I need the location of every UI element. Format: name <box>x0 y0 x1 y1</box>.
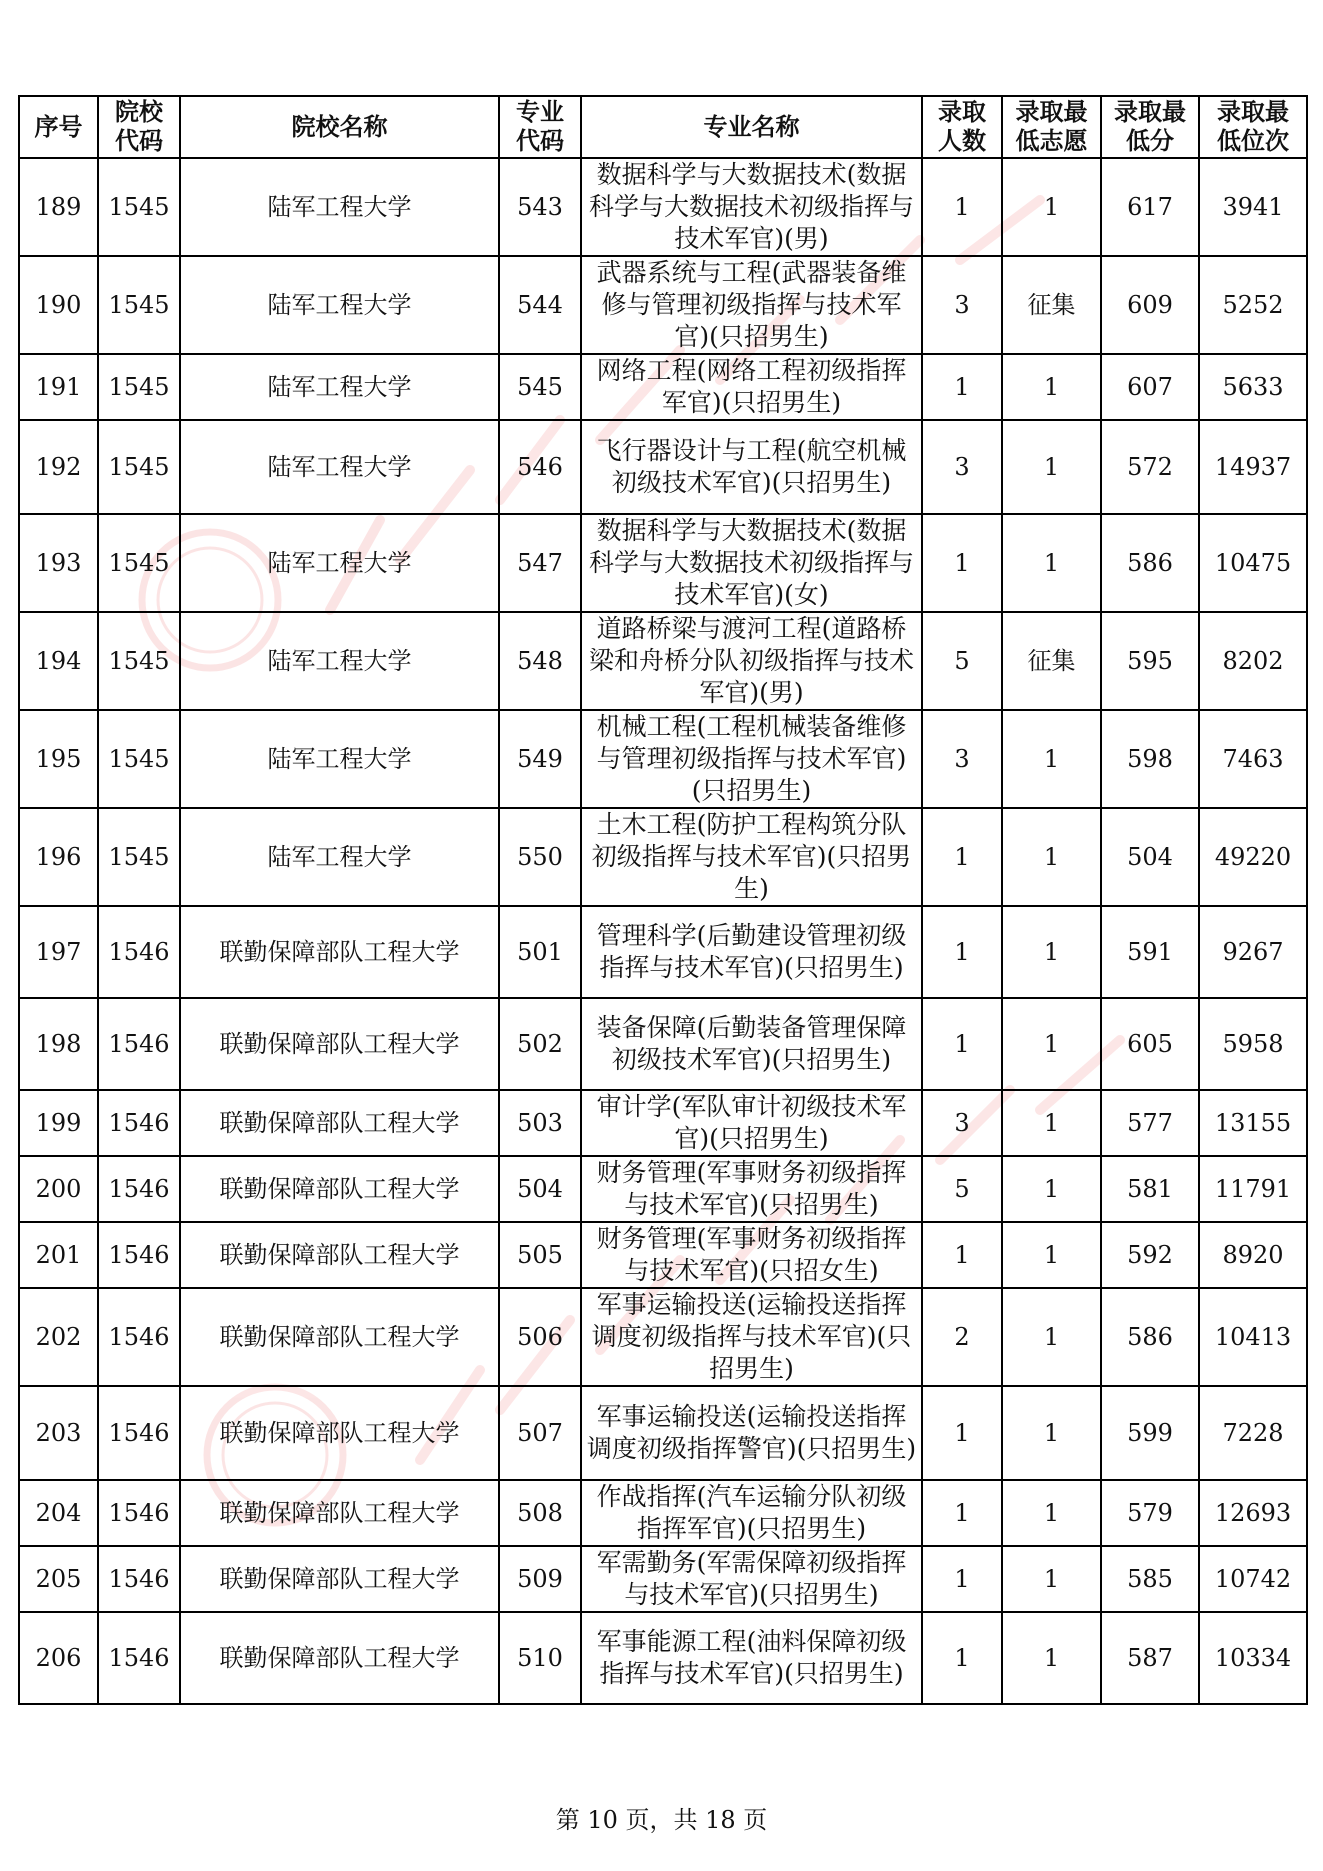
header-min-rank: 录取最低位次 <box>1199 96 1307 158</box>
cell-min-choice: 1 <box>1002 1612 1101 1704</box>
header-min-choice: 录取最低志愿 <box>1002 96 1101 158</box>
cell-min-score: 605 <box>1101 998 1199 1090</box>
cell-major-code: 545 <box>499 354 581 420</box>
table-row <box>19 808 1307 906</box>
cell-major-code: 504 <box>499 1156 581 1222</box>
table-row <box>19 998 1307 1090</box>
cell-seq: 197 <box>19 906 98 998</box>
cell-min-score: 599 <box>1101 1386 1199 1480</box>
cell-admit-count: 3 <box>922 710 1002 808</box>
cell-min-choice: 1 <box>1002 1386 1101 1480</box>
cell-seq: 200 <box>19 1156 98 1222</box>
table-row <box>19 710 1307 808</box>
cell-admit-count: 1 <box>922 354 1002 420</box>
cell-school-code: 1545 <box>98 158 180 256</box>
cell-admit-count: 3 <box>922 256 1002 354</box>
page-footer: 第 10 页，共 18 页 <box>555 1806 768 1834</box>
cell-school-name: 联勤保障部队工程大学 <box>180 1546 499 1612</box>
cell-admit-count: 1 <box>922 1222 1002 1288</box>
cell-min-score: 598 <box>1101 710 1199 808</box>
cell-school-code: 1545 <box>98 420 180 514</box>
cell-major-name: 军事能源工程(油料保障初级指挥与技术军官)(只招男生) <box>581 1612 922 1704</box>
cell-admit-count: 1 <box>922 1546 1002 1612</box>
cell-seq: 201 <box>19 1222 98 1288</box>
cell-min-score: 609 <box>1101 256 1199 354</box>
cell-min-rank: 3941 <box>1199 158 1307 256</box>
cell-school-name: 联勤保障部队工程大学 <box>180 1222 499 1288</box>
cell-min-choice: 1 <box>1002 710 1101 808</box>
cell-school-code: 1546 <box>98 1546 180 1612</box>
cell-school-code: 1546 <box>98 1156 180 1222</box>
cell-major-code: 543 <box>499 158 581 256</box>
cell-major-name: 武器系统与工程(武器装备维修与管理初级指挥与技术军官)(只招男生) <box>581 256 922 354</box>
header-seq: 序号 <box>19 96 98 158</box>
cell-major-name: 机械工程(工程机械装备维修与管理初级指挥与技术军官)(只招男生) <box>581 710 922 808</box>
cell-school-code: 1546 <box>98 1386 180 1480</box>
cell-min-rank: 11791 <box>1199 1156 1307 1222</box>
cell-major-name: 道路桥梁与渡河工程(道路桥梁和舟桥分队初级指挥与技术军官)(男) <box>581 612 922 710</box>
table-row <box>19 514 1307 612</box>
cell-admit-count: 1 <box>922 906 1002 998</box>
cell-min-score: 572 <box>1101 420 1199 514</box>
header-major-code: 专业代码 <box>499 96 581 158</box>
cell-min-choice: 1 <box>1002 808 1101 906</box>
cell-school-code: 1546 <box>98 1288 180 1386</box>
cell-major-code: 549 <box>499 710 581 808</box>
cell-school-code: 1546 <box>98 1480 180 1546</box>
table-row <box>19 1222 1307 1288</box>
cell-min-rank: 8920 <box>1199 1222 1307 1288</box>
table-row <box>19 612 1307 710</box>
table-row <box>19 1612 1307 1704</box>
cell-admit-count: 1 <box>922 1386 1002 1480</box>
header-school-code: 院校代码 <box>98 96 180 158</box>
cell-major-name: 军需勤务(军需保障初级指挥与技术军官)(只招男生) <box>581 1546 922 1612</box>
cell-school-name: 联勤保障部队工程大学 <box>180 998 499 1090</box>
cell-min-score: 591 <box>1101 906 1199 998</box>
cell-school-name: 陆军工程大学 <box>180 710 499 808</box>
cell-major-code: 546 <box>499 420 581 514</box>
cell-admit-count: 1 <box>922 808 1002 906</box>
cell-school-code: 1546 <box>98 1090 180 1156</box>
cell-min-rank: 10475 <box>1199 514 1307 612</box>
cell-min-choice: 1 <box>1002 158 1101 256</box>
cell-school-name: 联勤保障部队工程大学 <box>180 1090 499 1156</box>
table-row <box>19 906 1307 998</box>
cell-seq: 199 <box>19 1090 98 1156</box>
cell-seq: 206 <box>19 1612 98 1704</box>
cell-min-rank: 9267 <box>1199 906 1307 998</box>
cell-min-score: 617 <box>1101 158 1199 256</box>
cell-major-code: 548 <box>499 612 581 710</box>
cell-school-code: 1545 <box>98 808 180 906</box>
cell-school-code: 1546 <box>98 998 180 1090</box>
cell-min-rank: 10742 <box>1199 1546 1307 1612</box>
cell-min-choice: 征集 <box>1002 256 1101 354</box>
cell-major-name: 网络工程(网络工程初级指挥军官)(只招男生) <box>581 354 922 420</box>
cell-major-name: 财务管理(军事财务初级指挥与技术军官)(只招女生) <box>581 1222 922 1288</box>
cell-seq: 198 <box>19 998 98 1090</box>
cell-admit-count: 1 <box>922 998 1002 1090</box>
cell-school-name: 陆军工程大学 <box>180 420 499 514</box>
cell-min-score: 586 <box>1101 514 1199 612</box>
cell-min-choice: 1 <box>1002 354 1101 420</box>
cell-min-score: 581 <box>1101 1156 1199 1222</box>
cell-major-name: 财务管理(军事财务初级指挥与技术军官)(只招男生) <box>581 1156 922 1222</box>
cell-min-rank: 49220 <box>1199 808 1307 906</box>
table-header-row <box>19 96 1307 158</box>
cell-major-name: 审计学(军队审计初级技术军官)(只招男生) <box>581 1090 922 1156</box>
cell-major-name: 数据科学与大数据技术(数据科学与大数据技术初级指挥与技术军官)(男) <box>581 158 922 256</box>
cell-major-name: 飞行器设计与工程(航空机械初级技术军官)(只招男生) <box>581 420 922 514</box>
cell-admit-count: 3 <box>922 1090 1002 1156</box>
cell-major-name: 管理科学(后勤建设管理初级指挥与技术军官)(只招男生) <box>581 906 922 998</box>
table-row <box>19 1288 1307 1386</box>
cell-min-choice: 1 <box>1002 1480 1101 1546</box>
cell-min-rank: 8202 <box>1199 612 1307 710</box>
cell-seq: 189 <box>19 158 98 256</box>
cell-min-rank: 10413 <box>1199 1288 1307 1386</box>
cell-min-choice: 1 <box>1002 514 1101 612</box>
cell-major-code: 506 <box>499 1288 581 1386</box>
cell-school-code: 1545 <box>98 354 180 420</box>
cell-min-rank: 10334 <box>1199 1612 1307 1704</box>
cell-school-code: 1546 <box>98 906 180 998</box>
cell-min-choice: 1 <box>1002 420 1101 514</box>
table-row <box>19 354 1307 420</box>
cell-min-rank: 14937 <box>1199 420 1307 514</box>
cell-min-rank: 7463 <box>1199 710 1307 808</box>
cell-school-name: 联勤保障部队工程大学 <box>180 906 499 998</box>
cell-min-score: 587 <box>1101 1612 1199 1704</box>
cell-major-code: 550 <box>499 808 581 906</box>
cell-major-name: 土木工程(防护工程构筑分队初级指挥与技术军官)(只招男生) <box>581 808 922 906</box>
cell-school-name: 陆军工程大学 <box>180 256 499 354</box>
cell-min-rank: 13155 <box>1199 1090 1307 1156</box>
cell-min-score: 586 <box>1101 1288 1199 1386</box>
cell-school-code: 1546 <box>98 1612 180 1704</box>
cell-school-code: 1546 <box>98 1222 180 1288</box>
cell-min-choice: 1 <box>1002 1222 1101 1288</box>
header-school-name: 院校名称 <box>180 96 499 158</box>
cell-school-name: 联勤保障部队工程大学 <box>180 1156 499 1222</box>
table-row <box>19 1480 1307 1546</box>
cell-seq: 195 <box>19 710 98 808</box>
cell-major-code: 509 <box>499 1546 581 1612</box>
cell-min-choice: 1 <box>1002 1288 1101 1386</box>
table-row <box>19 1546 1307 1612</box>
cell-admit-count: 1 <box>922 158 1002 256</box>
cell-admit-count: 5 <box>922 612 1002 710</box>
cell-min-choice: 1 <box>1002 1546 1101 1612</box>
cell-major-name: 军事运输投送(运输投送指挥调度初级指挥警官)(只招男生) <box>581 1386 922 1480</box>
cell-major-code: 547 <box>499 514 581 612</box>
cell-seq: 190 <box>19 256 98 354</box>
cell-school-code: 1545 <box>98 514 180 612</box>
cell-school-code: 1545 <box>98 710 180 808</box>
cell-min-rank: 5252 <box>1199 256 1307 354</box>
cell-major-code: 502 <box>499 998 581 1090</box>
cell-seq: 204 <box>19 1480 98 1546</box>
header-admit-count: 录取人数 <box>922 96 1002 158</box>
cell-min-score: 577 <box>1101 1090 1199 1156</box>
cell-min-rank: 5958 <box>1199 998 1307 1090</box>
cell-min-rank: 12693 <box>1199 1480 1307 1546</box>
cell-major-code: 544 <box>499 256 581 354</box>
cell-major-code: 508 <box>499 1480 581 1546</box>
cell-admit-count: 5 <box>922 1156 1002 1222</box>
cell-seq: 194 <box>19 612 98 710</box>
cell-min-rank: 5633 <box>1199 354 1307 420</box>
cell-major-name: 装备保障(后勤装备管理保障初级技术军官)(只招男生) <box>581 998 922 1090</box>
cell-school-name: 联勤保障部队工程大学 <box>180 1288 499 1386</box>
cell-school-name: 联勤保障部队工程大学 <box>180 1612 499 1704</box>
cell-seq: 192 <box>19 420 98 514</box>
cell-min-score: 592 <box>1101 1222 1199 1288</box>
table-row <box>19 158 1307 256</box>
cell-admit-count: 1 <box>922 514 1002 612</box>
header-min-score: 录取最低分 <box>1101 96 1199 158</box>
cell-seq: 202 <box>19 1288 98 1386</box>
cell-school-name: 联勤保障部队工程大学 <box>180 1480 499 1546</box>
cell-seq: 203 <box>19 1386 98 1480</box>
cell-min-choice: 1 <box>1002 1090 1101 1156</box>
cell-min-score: 585 <box>1101 1546 1199 1612</box>
table-row <box>19 256 1307 354</box>
header-major-name: 专业名称 <box>581 96 922 158</box>
cell-major-code: 501 <box>499 906 581 998</box>
cell-major-name: 数据科学与大数据技术(数据科学与大数据技术初级指挥与技术军官)(女) <box>581 514 922 612</box>
cell-min-choice: 1 <box>1002 1156 1101 1222</box>
cell-major-code: 510 <box>499 1612 581 1704</box>
cell-seq: 191 <box>19 354 98 420</box>
cell-min-choice: 征集 <box>1002 612 1101 710</box>
cell-admit-count: 1 <box>922 1612 1002 1704</box>
cell-admit-count: 2 <box>922 1288 1002 1386</box>
cell-admit-count: 3 <box>922 420 1002 514</box>
cell-min-score: 595 <box>1101 612 1199 710</box>
cell-major-name: 军事运输投送(运输投送指挥调度初级指挥与技术军官)(只招男生) <box>581 1288 922 1386</box>
cell-school-name: 陆军工程大学 <box>180 514 499 612</box>
cell-major-code: 507 <box>499 1386 581 1480</box>
cell-school-name: 陆军工程大学 <box>180 612 499 710</box>
cell-min-score: 579 <box>1101 1480 1199 1546</box>
table-row <box>19 420 1307 514</box>
cell-min-choice: 1 <box>1002 998 1101 1090</box>
cell-major-code: 505 <box>499 1222 581 1288</box>
cell-school-code: 1545 <box>98 612 180 710</box>
admission-table-container <box>18 95 1306 1705</box>
cell-school-name: 联勤保障部队工程大学 <box>180 1386 499 1480</box>
admission-table <box>18 95 1308 1705</box>
cell-seq: 205 <box>19 1546 98 1612</box>
cell-school-name: 陆军工程大学 <box>180 808 499 906</box>
cell-school-name: 陆军工程大学 <box>180 354 499 420</box>
cell-min-score: 607 <box>1101 354 1199 420</box>
table-row <box>19 1156 1307 1222</box>
cell-min-choice: 1 <box>1002 906 1101 998</box>
cell-admit-count: 1 <box>922 1480 1002 1546</box>
cell-major-code: 503 <box>499 1090 581 1156</box>
cell-school-name: 陆军工程大学 <box>180 158 499 256</box>
cell-min-rank: 7228 <box>1199 1386 1307 1480</box>
cell-seq: 193 <box>19 514 98 612</box>
cell-seq: 196 <box>19 808 98 906</box>
table-row <box>19 1386 1307 1480</box>
cell-major-name: 作战指挥(汽车运输分队初级指挥军官)(只招男生) <box>581 1480 922 1546</box>
table-row <box>19 1090 1307 1156</box>
cell-min-score: 504 <box>1101 808 1199 906</box>
cell-school-code: 1545 <box>98 256 180 354</box>
